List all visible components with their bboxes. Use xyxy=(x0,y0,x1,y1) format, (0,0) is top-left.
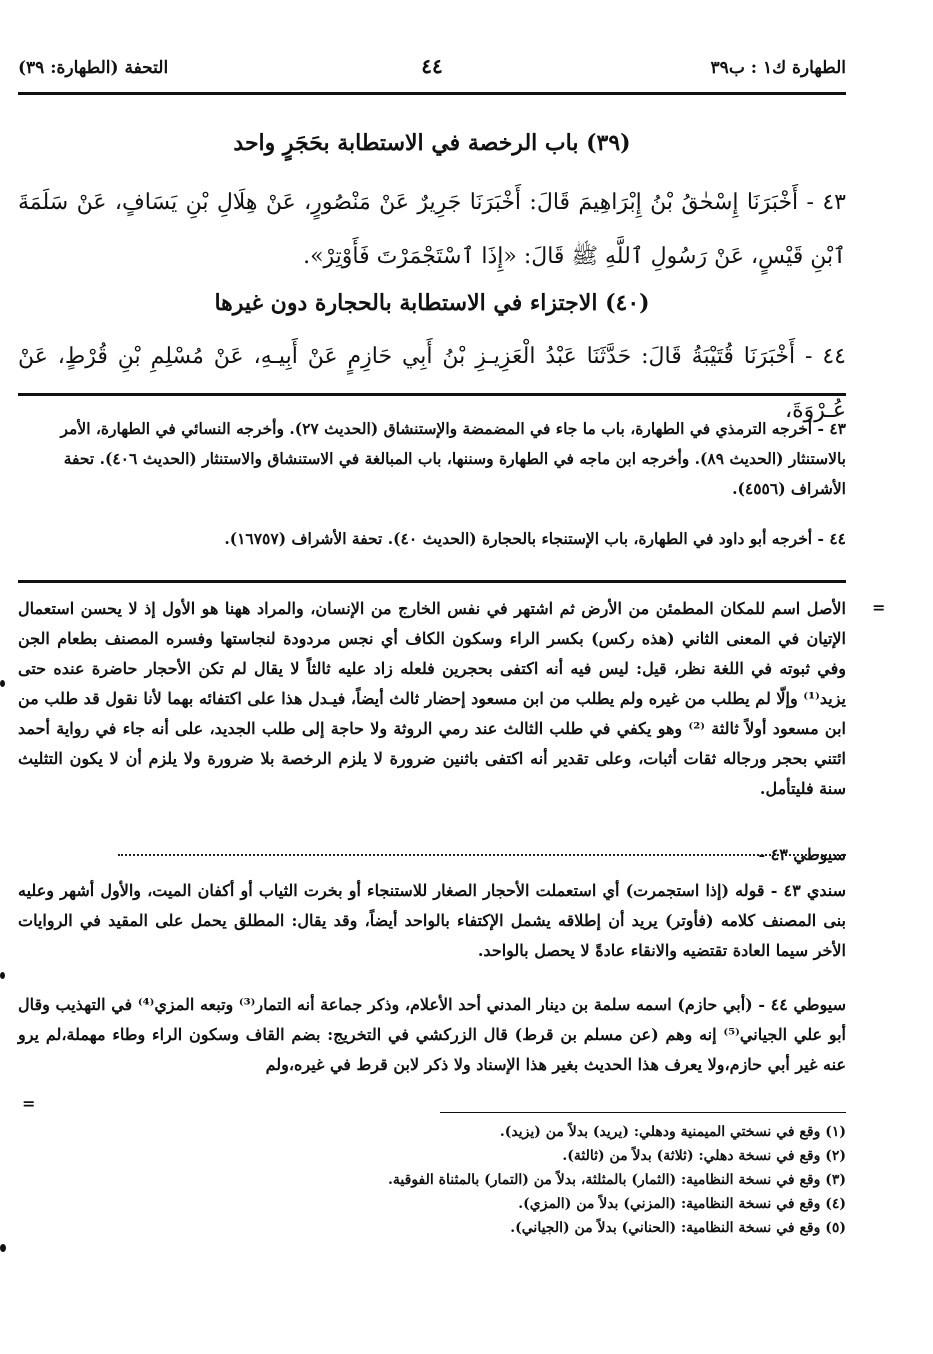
sindi-43-paragraph: سندي ٤٣ - قوله (إذا استجمرت) أي استعملت الأحجار الصغار للاستنجاء أو بخرت الثياب أو أكفان الميت، والأول أشهر وعليه بنى المصنف كلامه (فأوتر) يريد أن إطلاقه يشمل الإكتفاء بالواحد أيضاً، وقد يقال: المطلق يحمل على المقيد في الروايات الأخر سيما العادة تقتضيه والانقاء عادةً لا يحصل بالواحد. xyxy=(18,881,846,960)
takhrij-43: ٤٣ - أخرجه الترمذي في الطهارة، باب ما جاء في المضمضة والإستنشاق (الحديث ٢٧). وأخرجه النسائي في الطهارة، الأمر بالاستنثار (الحديث ٨٩). وأخرجه ابن ماجه في الطهارة وسننها، باب المبالغة في الاستنشاق والاستنثار (الحديث ٤٠٦). تحفة الأشراف (٤٥٥٦). xyxy=(60,419,846,498)
text-takhrij-separator xyxy=(18,393,846,396)
hadith-44-text: ٤٤ - أَخْبَرَنَا قُتَيْبَةُ قَالَ: حَدَّثَنَا عَبْدُ الْعَزِيـزِ بْنُ أَبِي حَازِمٍ عَنْ أَبِيـهِ، عَنْ مُسْلِمِ بْنِ قُرْطٍ، عَنْ عُـرْوَةَ، xyxy=(18,344,846,423)
running-header xyxy=(18,50,846,90)
suyuti-43-label: سيوطي ٤٣ - xyxy=(758,845,846,864)
footnote-4: (٤) وقع في نسخة النظامية: (المزني) بدلاً من (المزي). xyxy=(518,1196,846,1212)
takhrij-44: ٤٤ - أخرجه أبو داود في الطهارة، باب الإستنجاء بالحجارة (الحديث ٤٠). تحفة الأشراف (١٦٧٥٧). xyxy=(224,529,846,548)
scan-mark xyxy=(0,680,5,687)
continuation-mark-top: = xyxy=(872,598,886,617)
footnote-3: (٣) وقع في نسخة النظامية: (الثمار) بالمثلثة، بدلاً من (التمار) بالمثناة الفوقية. xyxy=(388,1172,846,1188)
header-tuhfa-ref: التحفة (الطهارة: ٣٩) xyxy=(18,58,169,78)
footnote-2: (٢) وقع في نسخة دهلي: (ثلاثة) بدلاً من (ثالثة). xyxy=(562,1148,846,1164)
chapter-39-title: (٣٩) باب الرخصة في الاستطابة بحَجَرٍ واحد xyxy=(233,130,631,156)
footnote-separator xyxy=(440,1112,846,1113)
scan-mark xyxy=(0,972,5,979)
continuation-mark-bottom: = xyxy=(22,1094,36,1113)
commentary-paragraph-1: الأصل اسم للمكان المطمئن من الأرض ثم اشتهر في نفس الخارج من الإنسان، والمراد ههنا هو الأول إذ لا يحسن استعمال الإتيان في المعنى الثاني (هذه ركس) بكسر الراء وسكون الكاف أي نجس مردودة لنجاستها وفسره المصنف بطعام الجن وفي ثبوته في اللغة نظر، قيل: ليس فيه أنه اكتفى بحجرين فلعله زاد عليه ثالثاً لا يقال لم تكن الأحجار حاضرة عنده حتى يزيد⁽¹⁾ وإلّا لم يطلب من غيره ولم يطلب من ابن مسعود إحضار ثالث أيضاً، فيـدل هذا على اكتفائه بهما لأنا نقول قد طلب من ابن مسعود أولاً ثالثة ⁽²⁾ وهو يكفي في طلب الثالث عند رمي الروثة ولا حاجة إلى طلب الجديد، على أنه جاء في رواية أحمد ائتني بحجر ورجاله ثقات أثبات، وعلى تقدير أنه اكتفى باثنين ضرورة لا يلزم الرخصة بلا ضرورة ولا يلزم أن لا يكون التثليث سنة فليتأمل. xyxy=(18,599,847,798)
commentary-block xyxy=(18,594,846,804)
header-rule xyxy=(18,92,846,95)
footnote-5: (٥) وقع في نسخة النظامية: (الحناني) بدلاً من (الجياني). xyxy=(510,1220,846,1236)
header-chapter-ref: الطهارة ك١ : ب٣٩ xyxy=(710,58,846,78)
page-number: ٤٤ xyxy=(421,54,443,78)
hadith-43-text: ٤٣ - أَخْبَرَنَا إِسْحٰقُ بْنُ إِبْرَاهِيمَ قَالَ: أَخْبَرَنَا جَرِيرٌ عَنْ مَنْصُورٍ، عَنْ هِلَالِ بْنِ يَسَافٍ، عَنْ سَلَمَةَ ٱبْنِ قَيْسٍ، عَنْ رَسُولِ ٱللَّهِ ﷺ قَالَ: «إِذَا ٱسْتَجْمَرْتَ فَأَوْتِرْ». xyxy=(18,190,846,269)
scan-mark xyxy=(0,1244,6,1252)
suyuti-43-line xyxy=(18,840,846,870)
chapter-40-title: (٤٠) الاجتزاء في الاستطابة بالحجارة دون غيرها xyxy=(214,290,650,316)
takhrij-commentary-separator xyxy=(18,580,846,583)
footnotes-list xyxy=(200,1120,846,1240)
footnote-1: (١) وقع في نسختي الميمنية ودهلي: (يريد) بدلاً من (يزيد). xyxy=(499,1124,846,1140)
dotted-leader xyxy=(118,854,846,856)
suyuti-44-paragraph: سيوطي ٤٤ - (أبي حازم) اسمه سلمة بن دينار المدني أحد الأعلام، وذكر جماعة أنه التمار⁽³⁾ وتبعه المزي⁽⁴⁾ في التهذيب وقال أبو علي الجياني⁽⁵⁾ إنه وهم (عن مسلم بن قرط) قال الزركشي في التخريج: بضم القاف وسكون الراء وطاء مهملة،لم يرو عنه غير أبي حازم،ولا يعرف هذا الحديث بغير هذا الإسناد ولا ذكر لابن قرط في غيره،ولم xyxy=(18,995,847,1074)
